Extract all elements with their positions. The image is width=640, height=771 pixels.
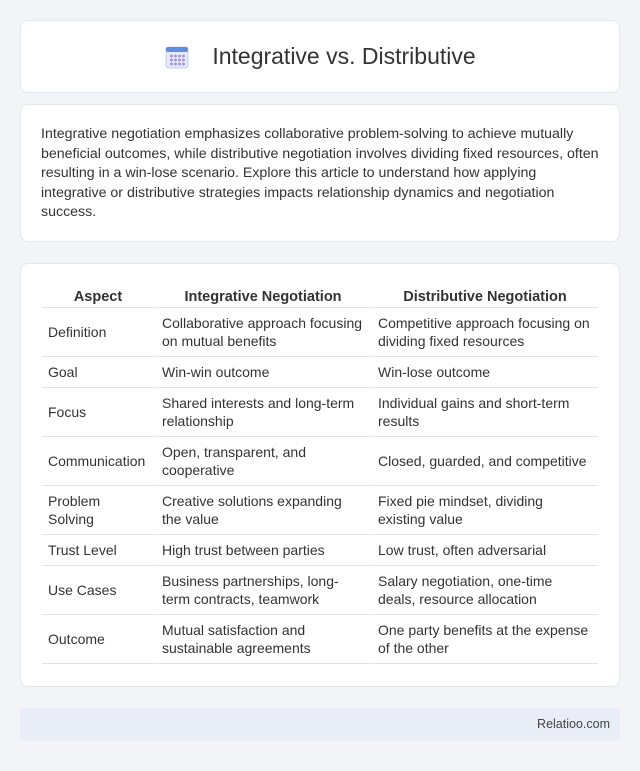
intro-card <box>20 104 620 242</box>
table-row <box>42 615 598 664</box>
header-card <box>20 20 620 93</box>
cell-integrative: Open, transparent, and cooperative <box>156 437 372 486</box>
table-header-row <box>42 286 598 308</box>
header-integrative: Integrative Negotiation <box>156 286 372 308</box>
table-row <box>42 566 598 615</box>
cell-distributive: Individual gains and short-term results <box>372 388 598 437</box>
intro-paragraph: Integrative negotiation emphasizes collaborative problem-solving to achieve mutually beneficial outcomes, while distributive negotiation involves dividing fixed resources, often resulting in a win-lose scenario. Explore this article to understand how applying integrative or distributive strategies impacts relationship dynamics and negotiation success. <box>41 126 599 221</box>
cell-distributive: Closed, guarded, and competitive <box>372 437 598 486</box>
cell-integrative: High trust between parties <box>156 535 372 566</box>
cell-aspect: Trust Level <box>42 535 156 566</box>
cell-integrative: Collaborative approach focusing on mutual benefits <box>156 308 372 357</box>
cell-aspect: Use Cases <box>42 566 156 615</box>
cell-aspect: Problem Solving <box>42 486 156 535</box>
cell-distributive: Low trust, often adversarial <box>372 535 598 566</box>
table-row <box>42 437 598 486</box>
table-row <box>42 357 598 388</box>
header-aspect: Aspect <box>42 286 156 308</box>
cell-integrative: Mutual satisfaction and sustainable agreements <box>156 615 372 664</box>
cell-distributive: Salary negotiation, one-time deals, resource allocation <box>372 566 598 615</box>
cell-aspect: Focus <box>42 388 156 437</box>
table-row <box>42 388 598 437</box>
comparison-card <box>20 263 620 687</box>
table-row <box>42 486 598 535</box>
cell-integrative: Win-win outcome <box>156 357 372 388</box>
comparison-table <box>42 286 598 664</box>
cell-aspect: Goal <box>42 357 156 388</box>
footer-bar <box>20 708 620 741</box>
footer-brand[interactable]: Relatioo.com <box>537 717 610 731</box>
table-row <box>42 535 598 566</box>
calendar-icon <box>164 44 190 70</box>
cell-aspect: Outcome <box>42 615 156 664</box>
cell-integrative: Business partnerships, long-term contracts, teamwork <box>156 566 372 615</box>
cell-aspect: Communication <box>42 437 156 486</box>
title-wrap <box>164 43 475 70</box>
cell-distributive: Win-lose outcome <box>372 357 598 388</box>
cell-integrative: Creative solutions expanding the value <box>156 486 372 535</box>
cell-aspect: Definition <box>42 308 156 357</box>
cell-integrative: Shared interests and long-term relationship <box>156 388 372 437</box>
cell-distributive: Competitive approach focusing on dividing fixed resources <box>372 308 598 357</box>
cell-distributive: Fixed pie mindset, dividing existing value <box>372 486 598 535</box>
page-title: Integrative vs. Distributive <box>212 43 476 69</box>
cell-distributive: One party benefits at the expense of the other <box>372 615 598 664</box>
header-distributive: Distributive Negotiation <box>372 286 598 308</box>
table-row <box>42 308 598 357</box>
